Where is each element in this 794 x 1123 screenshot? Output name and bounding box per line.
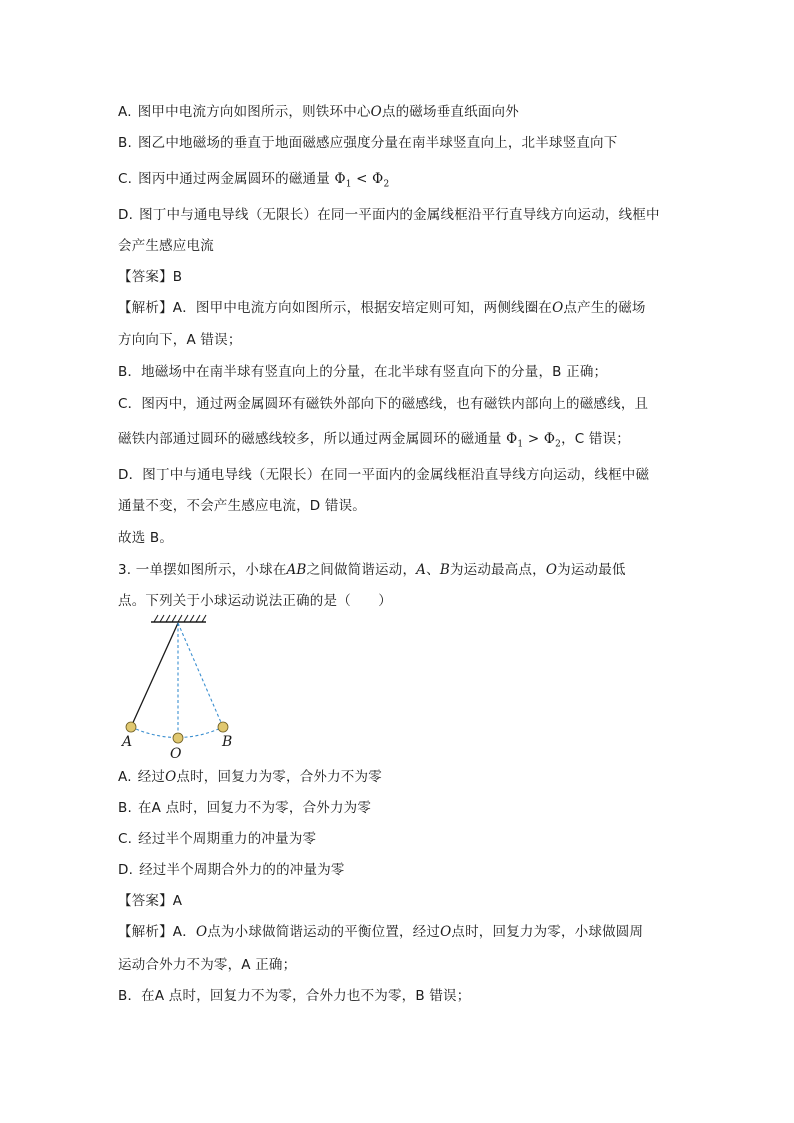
pendulum-figure [118, 612, 238, 764]
q2-option-d-line2: 会产生感应电流 [118, 238, 214, 254]
q2-conclusion: 故选 B。 [118, 530, 174, 546]
q3-option-c: C. 经过半个周期重力的冲量为零 [118, 831, 317, 847]
q2-analysis-c-line1: C．图丙中，通过两金属圆环有磁铁外部向下的磁感线，也有磁铁内部向上的磁感线，且 [118, 396, 649, 412]
label-b: B [222, 734, 233, 750]
q2-analysis-d-line1: D．图丁中与通电导线（无限长）在同一平面内的金属线框沿直导线方向运动，线框中磁 [118, 467, 650, 483]
label-a: A [122, 734, 133, 750]
ceiling-hatch [151, 615, 206, 622]
q3-answer: 【答案】A [118, 893, 183, 909]
q3-analysis-a-line1: 【解析】A．O点为小球做简谐运动的平衡位置，经过O点时，回复力为零，小球做圆周 [118, 924, 644, 940]
q2-option-d-line1: D. 图丁中与通电导线（无限长）在同一平面内的金属线框沿平行直导线方向运动，线框中 [118, 207, 660, 223]
ball-a [126, 722, 136, 732]
ball-o [173, 733, 183, 743]
q2-analysis-c-line2: 磁铁内部通过圆环的磁感线较多，所以通过两金属圆环的磁通量 $\Phi_1 > \Phi_2$，C 错误； [118, 431, 630, 450]
q2-analysis-d-line2: 通量不变，不会产生感应电流，D 错误。 [118, 498, 366, 514]
ball-b [218, 722, 228, 732]
q2-analysis-b: B．地磁场中在南半球有竖直向上的分量，在北半球有竖直向下的分量，B 正确； [118, 364, 608, 380]
pendulum-string [131, 623, 178, 727]
q3-option-b: B. 在A 点时，回复力不为零，合外力为零 [118, 800, 372, 816]
q2-option-a: A. 图甲中电流方向如图所示，则铁环中心O点的磁场垂直纸面向外 [118, 104, 519, 120]
q2-analysis-a-line1: 【解析】A．图甲中电流方向如图所示，根据安培定则可知，两侧线圈在O点产生的磁场 [118, 300, 646, 316]
q3-analysis-a-line2: 运动合外力不为零，A 正确； [118, 957, 297, 973]
q3-stem-line1: 3. 一单摆如图所示，小球在AB之间做简谐运动，A、B为运动最高点，O为运动最低 [118, 562, 626, 578]
q3-option-d: D. 经过半个周期合外力的的冲量为零 [118, 862, 345, 878]
label-o: O [170, 746, 182, 762]
q2-analysis-a-line2: 方向向下，A 错误； [118, 332, 242, 348]
q2-option-c: C. 图丙中通过两金属圆环的磁通量 $\Phi_1 < \Phi_2$ [118, 171, 390, 190]
q3-option-a: A. 经过O点时，回复力为零，合外力不为零 [118, 769, 382, 785]
q3-analysis-b: B．在A 点时，回复力不为零，合外力也不为零，B 错误； [118, 988, 471, 1004]
q2-option-b: B. 图乙中地磁场的垂直于地面磁感应强度分量在南半球竖直向上，北半球竖直向下 [118, 135, 618, 151]
dashed-string-b [178, 623, 223, 727]
q2-answer: 【答案】B [118, 269, 183, 285]
q3-stem-line2: 点。下列关于小球运动说法正确的是（ ） [118, 593, 392, 609]
